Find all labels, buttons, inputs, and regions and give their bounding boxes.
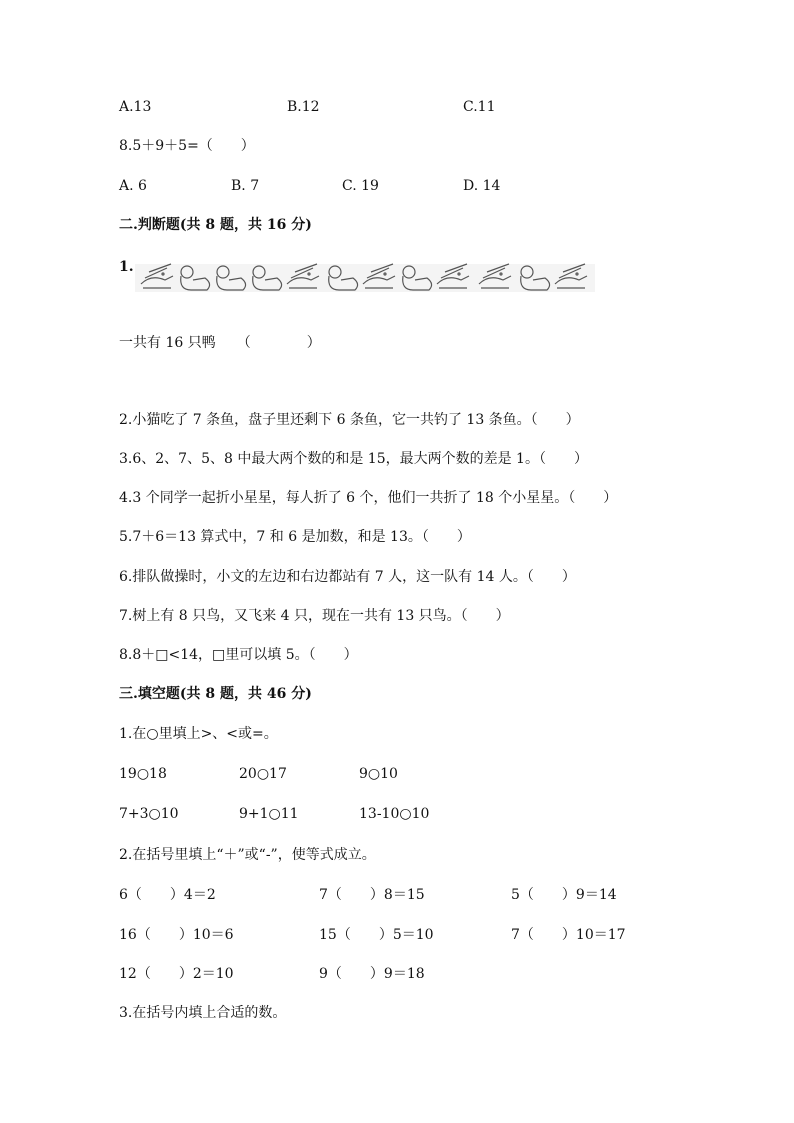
q8-option-b: B. 7 (231, 178, 260, 194)
q8-option-a: A. 6 (119, 178, 147, 194)
s2-q1-text: 一共有 16 只鸭 （ ） (119, 335, 321, 351)
s2-q2: 2.小猫吃了 7 条鱼，盘子里还剩下 6 条鱼，它一共钓了 13 条鱼。（ ） (119, 412, 580, 428)
s3-q2-r1-c: 5（ ）9＝14 (511, 887, 617, 903)
s3-q1-r1-b: 20○17 (239, 766, 287, 782)
s3-q2-r2-c: 7（ ）10＝17 (511, 927, 626, 943)
q7-option-a: A.13 (119, 99, 152, 115)
s2-q7: 7.树上有 8 只鸟，又飞来 4 只，现在一共有 13 只鸟。（ ） (119, 608, 510, 624)
s3-q2-r2-b: 15（ ）5＝10 (319, 927, 434, 943)
q8-option-c: C. 19 (342, 178, 379, 194)
section2-heading: 二.判断题(共 8 题，共 16 分) (119, 217, 312, 233)
s2-q1-number: 1. (119, 259, 134, 275)
q7-option-c: C.11 (463, 99, 496, 115)
s3-q1-r2-a: 7+3○10 (119, 806, 179, 822)
s3-q2-r3-a: 12（ ）2＝10 (119, 966, 234, 982)
s3-q1-stem: 1.在○里填上>、<或=。 (119, 726, 278, 742)
s2-q8: 8.8＋□<14，□里可以填 5。（ ） (119, 647, 358, 663)
s3-q3-stem: 3.在括号内填上合适的数。 (119, 1005, 287, 1021)
s3-q2-r3-b: 9（ ）9＝18 (319, 966, 425, 982)
s3-q2-r1-a: 6（ ）4＝2 (119, 887, 216, 903)
q7-option-b: B.12 (287, 99, 320, 115)
s2-q5: 5.7＋6＝13 算式中，7 和 6 是加数，和是 13。（ ） (119, 529, 471, 545)
s3-q2-r1-b: 7（ ）8＝15 (319, 887, 425, 903)
q8-stem: 8.5＋9＋5=（ ） (119, 138, 255, 154)
s2-q3: 3.6、2、7、5、8 中最大两个数的和是 15，最大两个数的差是 1。（ ） (119, 451, 588, 467)
s3-q1-r1-a: 19○18 (119, 766, 167, 782)
duck-picture (135, 256, 595, 296)
s2-q6: 6.排队做操时，小文的左边和右边都站有 7 人，这一队有 14 人。（ ） (119, 569, 576, 585)
section3-heading: 三.填空题(共 8 题，共 46 分) (119, 686, 312, 702)
s3-q2-r2-a: 16（ ）10＝6 (119, 927, 234, 943)
s2-q4: 4.3 个同学一起折小星星，每人折了 6 个，他们一共折了 18 个小星星。（ ） (119, 490, 618, 506)
q8-option-d: D. 14 (463, 178, 501, 194)
s3-q1-r2-c: 13-10○10 (359, 806, 430, 822)
s3-q1-r1-c: 9○10 (359, 766, 398, 782)
s3-q1-r2-b: 9+1○11 (239, 806, 299, 822)
s3-q2-stem: 2.在括号里填上“＋”或“-”，使等式成立。 (119, 847, 376, 863)
